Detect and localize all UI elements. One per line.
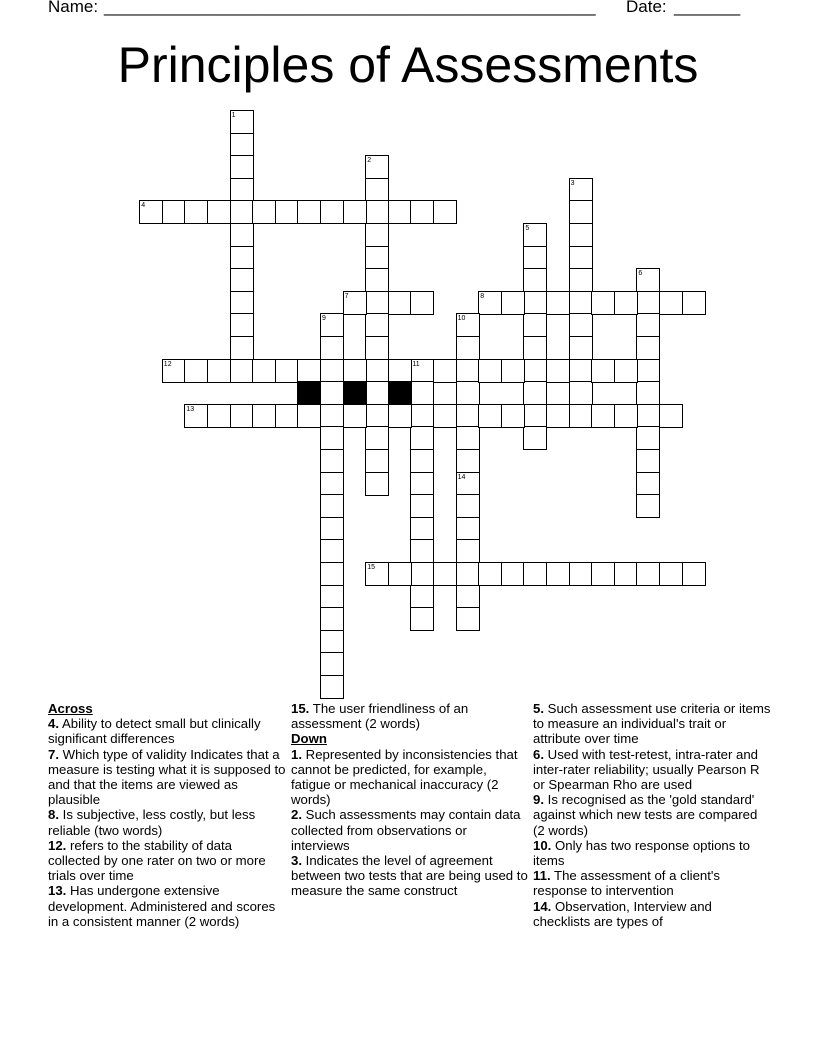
grid-cell[interactable]	[523, 268, 547, 292]
grid-cell[interactable]	[569, 268, 593, 292]
grid-cell[interactable]	[478, 562, 502, 586]
grid-cell[interactable]	[207, 200, 231, 224]
grid-cell[interactable]	[230, 155, 254, 179]
clue-number: 7	[344, 292, 349, 300]
date-label: Date:	[626, 0, 667, 16]
grid-cell[interactable]	[636, 494, 660, 518]
grid-cell[interactable]	[320, 539, 344, 563]
clue-number: 9	[322, 315, 326, 323]
grid-cell[interactable]	[636, 313, 660, 337]
grid-cell[interactable]	[365, 313, 389, 337]
grid-cell[interactable]	[365, 178, 389, 202]
grid-cell[interactable]	[636, 268, 660, 292]
grid-cell[interactable]	[569, 246, 593, 270]
grid-cell[interactable]	[320, 585, 344, 609]
grid-cell[interactable]	[162, 359, 186, 383]
clue-across-8: 8. Is subjective, less costly, but less reliable (two words)	[48, 807, 256, 838]
grid-cell[interactable]	[184, 404, 208, 428]
clue-down-14: 14. Observation, Interview and checklists are types of	[533, 898, 712, 929]
clue-number: 13	[186, 405, 195, 413]
grid-cell[interactable]	[388, 404, 412, 428]
grid-cell[interactable]	[546, 291, 570, 315]
grid-cell[interactable]	[410, 517, 434, 541]
page-title: Principles of Assessments	[117, 37, 699, 93]
grid-cell[interactable]	[320, 607, 344, 631]
grid-cell[interactable]	[501, 404, 525, 428]
grid-cell[interactable]	[682, 562, 706, 586]
grid-cell[interactable]	[569, 200, 593, 224]
grid-cell[interactable]	[636, 336, 660, 360]
grid-cell[interactable]	[320, 404, 344, 428]
grid-cell[interactable]	[636, 381, 660, 405]
grid-cell[interactable]	[365, 223, 389, 247]
clue-down-10: 10. Only has two response options to items	[533, 837, 751, 869]
grid-cell[interactable]	[365, 155, 389, 179]
grid-cell[interactable]	[410, 562, 434, 586]
grid-cell[interactable]	[230, 133, 254, 157]
grid-cell[interactable]	[523, 404, 547, 428]
grid-cell[interactable]	[636, 359, 660, 383]
black-cell	[388, 381, 412, 405]
grid-cell[interactable]	[410, 359, 434, 383]
grid-cell[interactable]	[636, 562, 660, 586]
grid-cell[interactable]	[388, 291, 412, 315]
grid-cell[interactable]	[252, 200, 276, 224]
grid-cell[interactable]	[252, 359, 276, 383]
grid-cell[interactable]	[230, 291, 254, 315]
clue-number: 15	[367, 564, 375, 571]
clue-across-13: 13. Has undergone extensive development. Administered and scores in a consistent manner (2 words)	[48, 883, 276, 929]
clues-column-1	[48, 701, 286, 929]
grid-cell[interactable]	[523, 313, 547, 337]
grid-cell[interactable]	[410, 381, 434, 405]
grid-cell[interactable]	[569, 178, 593, 202]
clues-column-2	[291, 701, 529, 899]
grid-cell[interactable]	[569, 381, 593, 405]
grid-cell[interactable]	[569, 359, 593, 383]
clue-down-3: 3. Indicates the level of agreement between two tests that are being used to measure the same construct	[291, 853, 528, 899]
grid-cell[interactable]	[343, 200, 367, 224]
grid-cell[interactable]	[523, 381, 547, 405]
grid-cell[interactable]	[433, 562, 457, 586]
grid-cell[interactable]	[230, 404, 254, 428]
clue-number: 11	[412, 360, 420, 368]
clue-number: 12	[163, 360, 172, 368]
grid-cell[interactable]	[614, 291, 638, 315]
grid-cell[interactable]	[591, 562, 615, 586]
grid-cell[interactable]	[456, 494, 480, 518]
grid-cell[interactable]	[456, 472, 480, 496]
grid-cell[interactable]	[388, 200, 412, 224]
grid-cell[interactable]	[456, 313, 480, 337]
grid-cell[interactable]	[320, 562, 344, 586]
grid-cell[interactable]	[365, 359, 389, 383]
grid-cell[interactable]	[614, 404, 638, 428]
black-cell	[297, 381, 321, 405]
grid-cell[interactable]	[478, 404, 502, 428]
grid-cell[interactable]	[365, 449, 389, 473]
clue-number: 2	[367, 157, 372, 165]
grid-cell[interactable]	[410, 472, 434, 496]
name-blank-line: ____________________________________________________	[104, 0, 596, 16]
grid-cell[interactable]	[569, 404, 593, 428]
grid-cell[interactable]	[569, 291, 593, 315]
grid-cell[interactable]	[184, 200, 208, 224]
grid-cell[interactable]	[343, 291, 367, 315]
grid-cell[interactable]	[410, 585, 434, 609]
grid-cell[interactable]	[230, 110, 254, 134]
clue-number: 1	[231, 112, 236, 119]
grid-cell[interactable]	[320, 630, 344, 654]
clues-column-3	[533, 701, 771, 929]
grid-cell[interactable]	[207, 359, 231, 383]
grid-cell[interactable]	[523, 223, 547, 247]
grid-cell[interactable]	[320, 426, 344, 450]
grid-cell[interactable]	[659, 291, 683, 315]
grid-cell[interactable]	[410, 494, 434, 518]
grid-cell[interactable]	[230, 268, 254, 292]
grid-cell[interactable]	[365, 246, 389, 270]
grid-cell[interactable]	[456, 562, 480, 586]
grid-cell[interactable]	[478, 359, 502, 383]
grid-cell[interactable]	[456, 449, 480, 473]
grid-cell[interactable]	[523, 359, 547, 383]
grid-cell[interactable]	[365, 291, 389, 315]
grid-cell[interactable]	[569, 336, 593, 360]
grid-cell[interactable]	[275, 359, 299, 383]
grid-cell[interactable]	[297, 359, 321, 383]
grid-cell[interactable]	[682, 291, 706, 315]
clue-number: 14	[457, 473, 466, 481]
grid-cell[interactable]	[410, 607, 434, 631]
grid-cell[interactable]	[320, 359, 344, 383]
grid-cell[interactable]	[456, 359, 480, 383]
grid-cell[interactable]	[365, 472, 389, 496]
clue-across-12: 12. refers to the stability of data collected by one rater on two or more trials over time	[48, 837, 266, 884]
grid-cell[interactable]	[636, 449, 660, 473]
grid-cell[interactable]	[320, 381, 344, 405]
grid-cell[interactable]	[297, 404, 321, 428]
grid-cell[interactable]	[410, 449, 434, 473]
date-blank-line: _______	[674, 0, 741, 16]
down-heading: Down	[291, 731, 327, 747]
grid-cell[interactable]	[456, 539, 480, 563]
grid-cell[interactable]	[388, 359, 412, 383]
grid-cell[interactable]	[320, 494, 344, 518]
grid-cell[interactable]	[275, 404, 299, 428]
grid-cell[interactable]	[320, 449, 344, 473]
grid-cell[interactable]	[252, 404, 276, 428]
grid-cell[interactable]	[478, 291, 502, 315]
grid-cell[interactable]	[410, 539, 434, 563]
across-heading: Across	[48, 701, 93, 716]
clue-down-11: 11. The assessment of a client's response to intervention	[533, 868, 721, 899]
grid-cell[interactable]	[523, 246, 547, 270]
grid-cell[interactable]	[591, 359, 615, 383]
grid-cell[interactable]	[230, 200, 254, 224]
grid-cell[interactable]	[636, 426, 660, 450]
clue-across-4: 4. Ability to detect small but clinically significant differences	[48, 716, 261, 747]
grid-cell[interactable]	[320, 313, 344, 337]
grid-cell[interactable]	[365, 200, 389, 224]
grid-cell[interactable]	[320, 336, 344, 360]
grid-cell[interactable]	[636, 291, 660, 315]
grid-cell[interactable]	[546, 359, 570, 383]
grid-cell[interactable]	[614, 359, 638, 383]
grid-cell[interactable]	[410, 404, 434, 428]
grid-cell[interactable]	[230, 359, 254, 383]
grid-cell[interactable]	[162, 200, 186, 224]
clue-across-7: 7. Which type of validity Indicates that a measure is testing what it is supposed to and that the items are viewed as plausible	[48, 746, 286, 808]
grid-cell[interactable]	[230, 223, 254, 247]
grid-cell[interactable]	[388, 562, 412, 586]
clue-down-6: 6. Used with test-retest, intra-rater and inter-rater reliability; usually Pearson R or Spearman Rho are used	[533, 746, 760, 793]
grid-cell[interactable]	[614, 562, 638, 586]
clue-number: 4	[141, 202, 146, 210]
grid-cell[interactable]	[230, 178, 254, 202]
grid-cell[interactable]	[501, 359, 525, 383]
grid-cell[interactable]	[659, 404, 683, 428]
grid-cell[interactable]	[365, 562, 389, 586]
grid-cell[interactable]	[320, 200, 344, 224]
grid-cell[interactable]	[139, 200, 163, 224]
grid-cell[interactable]	[569, 223, 593, 247]
clue-across-15: 15. The user friendliness of an assessment (2 words)	[291, 701, 469, 732]
grid-cell[interactable]	[410, 291, 434, 315]
clue-number: 5	[525, 225, 530, 232]
grid-cell[interactable]	[365, 268, 389, 292]
grid-cell[interactable]	[501, 291, 525, 315]
grid-cell[interactable]	[230, 313, 254, 337]
grid-cell[interactable]	[230, 246, 254, 270]
grid-cell[interactable]	[456, 404, 480, 428]
clue-number: 3	[570, 179, 575, 187]
grid-cell[interactable]	[659, 562, 683, 586]
grid-cell[interactable]	[320, 472, 344, 496]
grid-cell[interactable]	[433, 404, 457, 428]
black-cell	[343, 381, 367, 405]
grid-cell[interactable]	[456, 426, 480, 450]
grid-cell[interactable]	[456, 585, 480, 609]
grid-cell[interactable]	[456, 336, 480, 360]
clue-down-5: 5. Such assessment use criteria or items to measure an individual's trait or attribute over time	[533, 701, 771, 747]
clue-number: 6	[638, 270, 643, 278]
grid-cell[interactable]	[410, 200, 434, 224]
grid-cell[interactable]	[184, 359, 208, 383]
grid-cell[interactable]	[591, 404, 615, 428]
grid-cell[interactable]	[569, 562, 593, 586]
grid-cell[interactable]	[501, 562, 525, 586]
grid-cell[interactable]	[523, 426, 547, 450]
clue-down-2: 2. Such assessments may contain data collected from observations or interviews	[291, 807, 521, 853]
grid-cell[interactable]	[320, 652, 344, 676]
grid-cell[interactable]	[343, 359, 367, 383]
grid-cell[interactable]	[456, 517, 480, 541]
grid-cell[interactable]	[365, 426, 389, 450]
grid-cell[interactable]	[365, 381, 389, 405]
grid-cell[interactable]	[230, 336, 254, 360]
clue-number: 10	[457, 315, 466, 323]
grid-cell[interactable]	[456, 607, 480, 631]
grid-cell[interactable]	[546, 404, 570, 428]
grid-cell[interactable]	[343, 404, 367, 428]
grid-cell[interactable]	[546, 562, 570, 586]
grid-cell[interactable]	[636, 404, 660, 428]
grid-cell[interactable]	[297, 200, 321, 224]
clue-number: 8	[480, 292, 485, 300]
grid-cell[interactable]	[275, 200, 299, 224]
clue-down-9: 9. Is recognised as the 'gold standard' against which new tests are compared (2 words)	[533, 792, 758, 838]
grid-cell[interactable]	[523, 291, 547, 315]
name-label: Name:	[48, 0, 99, 16]
grid-cell[interactable]	[433, 200, 457, 224]
grid-cell[interactable]	[410, 426, 434, 450]
grid-cell[interactable]	[569, 313, 593, 337]
grid-cell[interactable]	[523, 562, 547, 586]
clue-down-1: 1. Represented by inconsistencies that cannot be predicted, for example, fatigue or mechanical inaccuracy (2 words)	[291, 746, 518, 808]
grid-cell[interactable]	[591, 291, 615, 315]
grid-cell[interactable]	[207, 404, 231, 428]
grid-cell[interactable]	[320, 675, 344, 699]
grid-cell[interactable]	[636, 472, 660, 496]
grid-cell[interactable]	[456, 381, 480, 405]
grid-cell[interactable]	[320, 517, 344, 541]
grid-cell[interactable]	[365, 336, 389, 360]
grid-cell[interactable]	[365, 404, 389, 428]
grid-cell[interactable]	[523, 336, 547, 360]
grid-cell[interactable]	[433, 359, 457, 383]
